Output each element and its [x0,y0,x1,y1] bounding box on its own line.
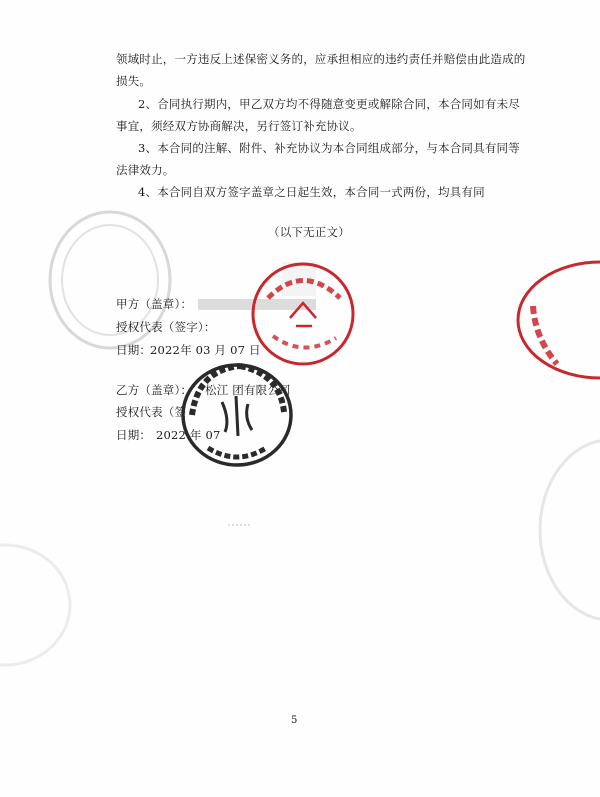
party-b-name-partial: 松江 团有限公司 [205,383,291,397]
party-a-date-value: 2022年 03 月 07 日 [150,343,261,357]
clause-3-line-1: 3、本合同的注解、附件、补充协议为本合同组成部分，与本合同具有同等 [138,141,520,155]
clause-3-line-2: 法律效力。 [116,163,175,177]
party-b-date-value: 2022 年 07 [156,428,221,442]
scan-speck [228,522,252,528]
party-a-red-seal [248,258,358,370]
party-a-rep-label: 授权代表（签字）： [116,320,216,334]
party-b-label: 乙方（盖章）： [116,383,193,397]
faint-seal-bottom-left [0,540,80,670]
party-b-black-seal [178,360,296,470]
no-more-text-note: （以下无正文） [268,225,350,239]
page-number: 5 [291,715,298,726]
clause-4-line-1: 4、本合同自双方签字盖章之日起生效，本合同一式两份，均具有同 [138,185,485,199]
party-a-date-label: 日期： [116,343,152,357]
clause-2-line-2: 事宜，须经双方协商解决，另行签订补充协议。 [116,119,362,133]
clause-1-continued-line-2: 损失。 [116,74,152,88]
faint-seal-right [520,430,600,630]
party-b-date-label: 日期： [116,428,152,442]
faint-seal-left [40,200,180,360]
right-edge-red-seal [505,258,600,383]
clause-1-continued-line-1: 领域时止，一方违反上述保密义务的，应承担相应的违约责任并赔偿由此造成的 [116,52,526,66]
clause-2-line-1: 2、合同执行期内，甲乙双方均不得随意变更或解除合同，本合同如有未尽 [138,97,520,111]
party-b-rep-label: 授权代表（签 [116,405,187,419]
party-a-label: 甲方（盖章）： [116,297,193,311]
